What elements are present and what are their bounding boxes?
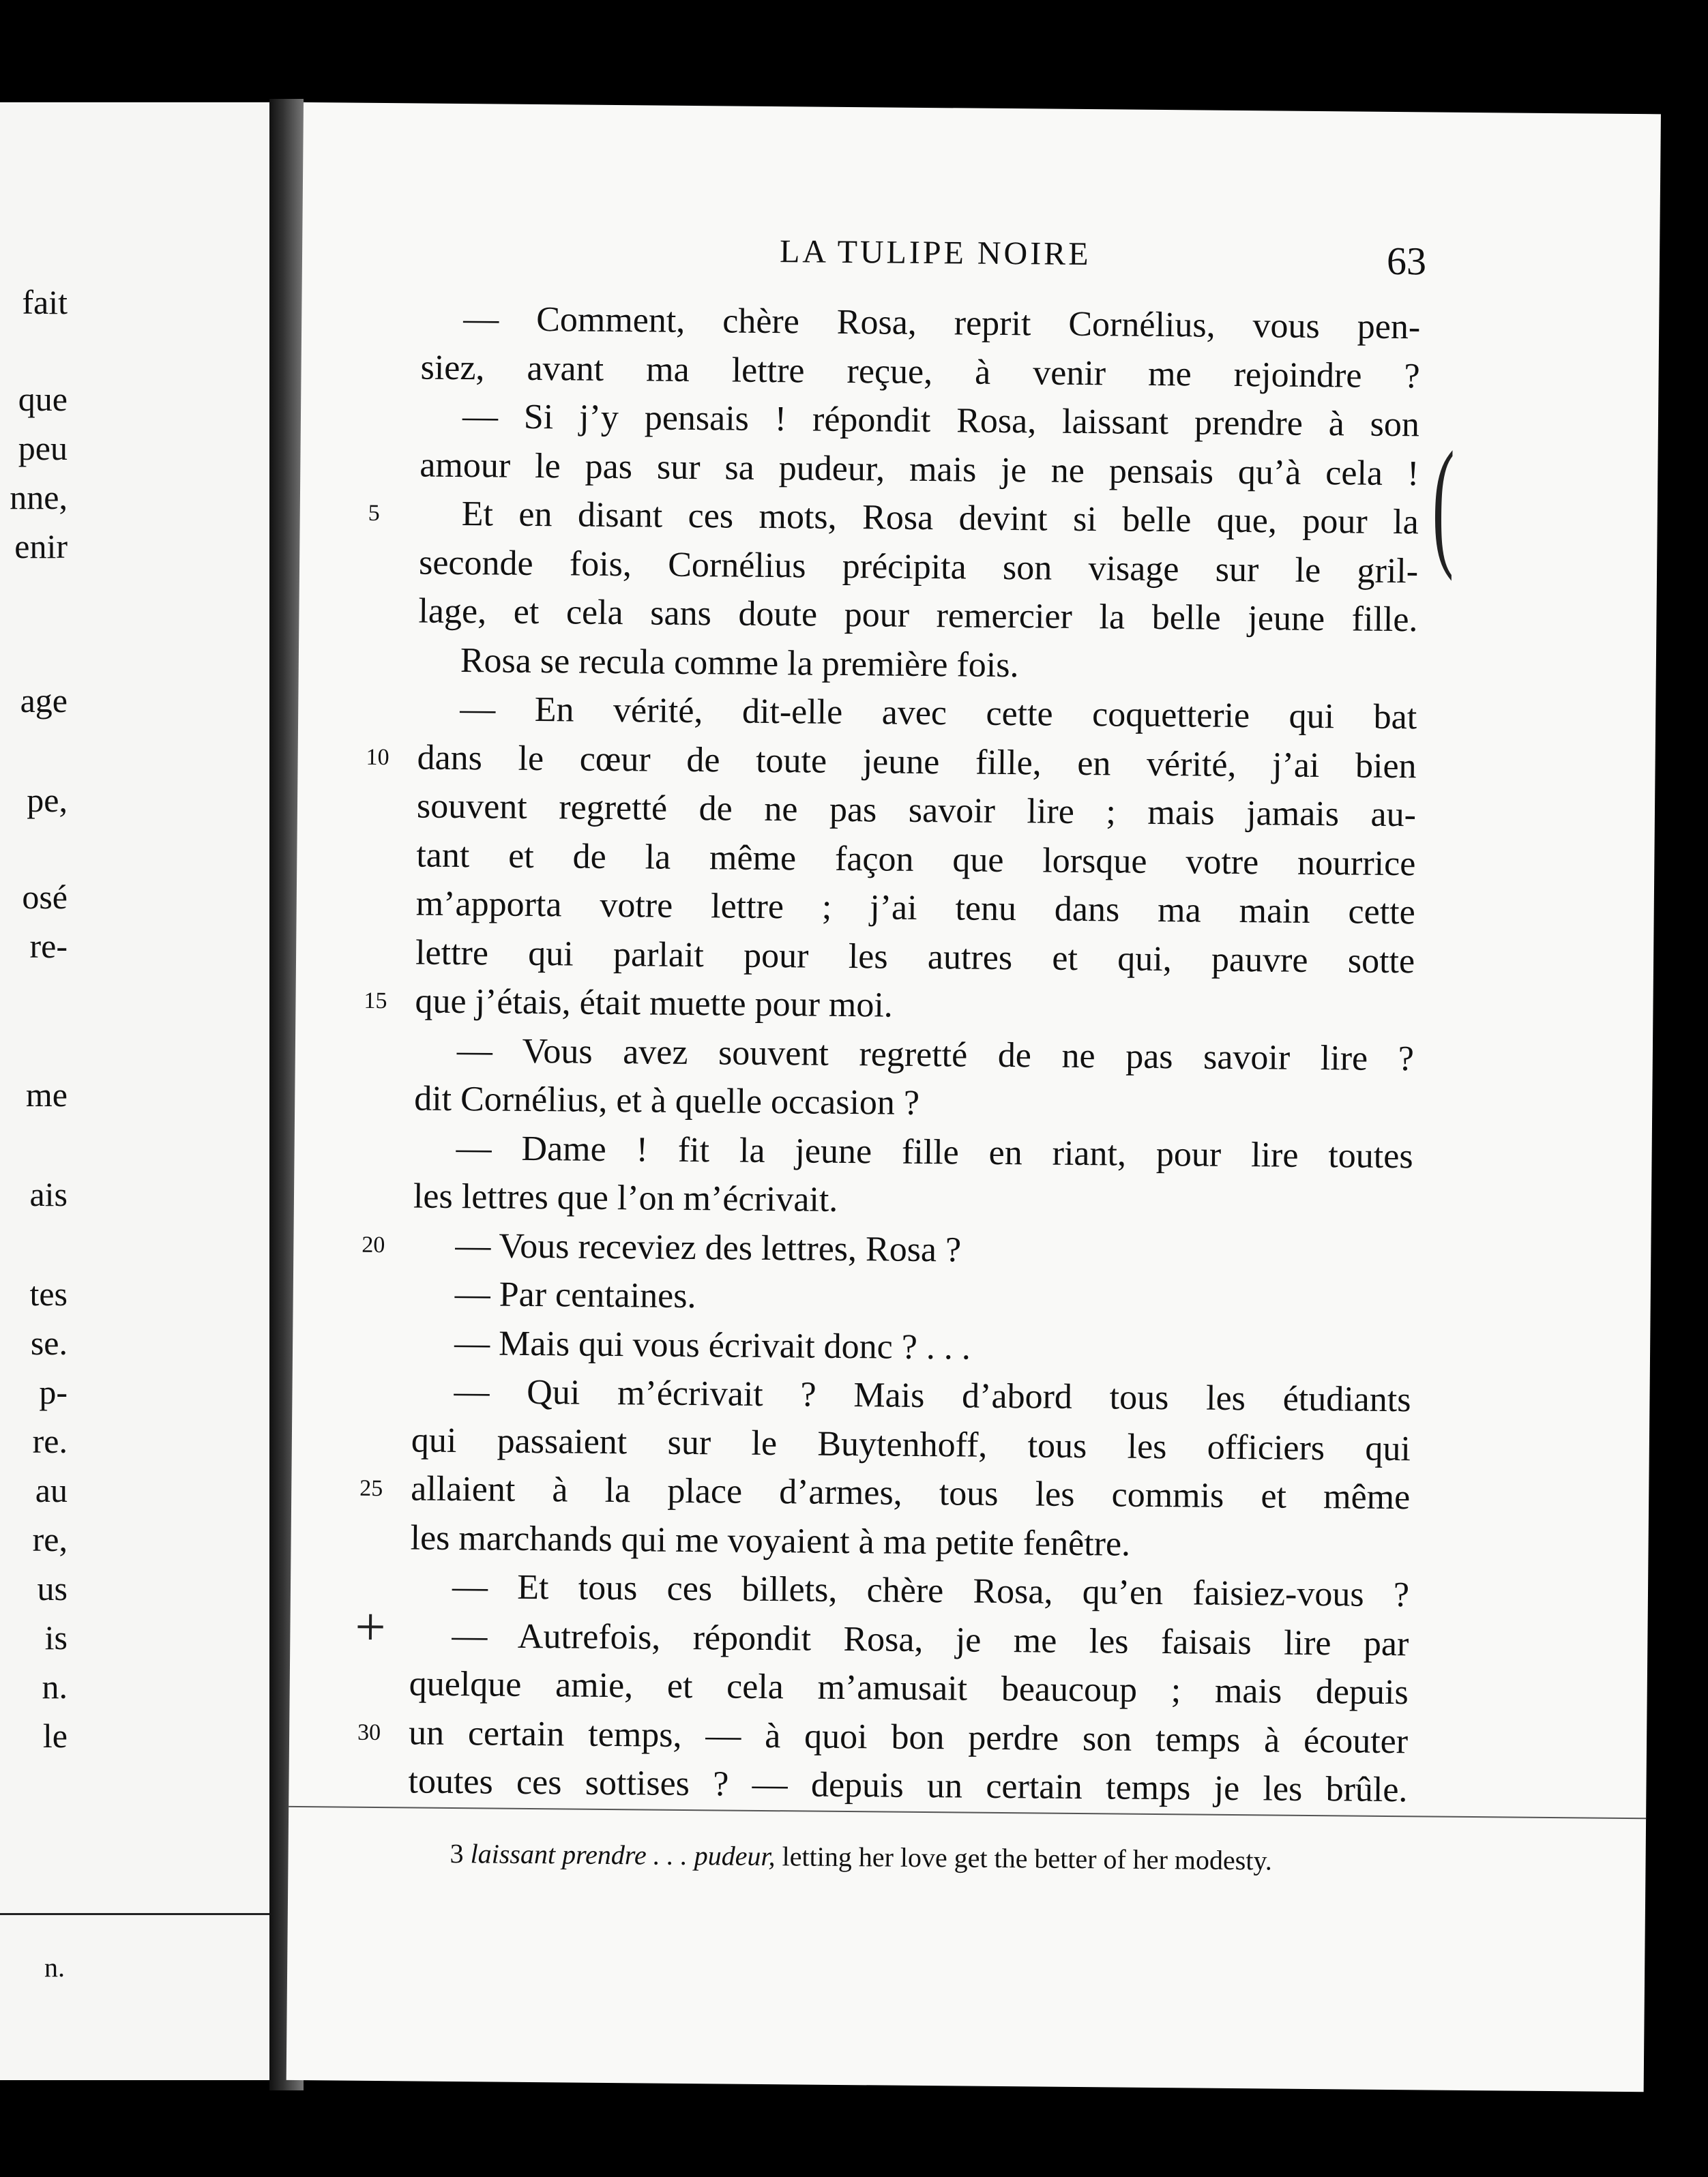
footnote	[407, 1835, 1407, 1880]
text-line: — Mais qui vous écrivait donc ? . . .	[454, 1323, 971, 1367]
text-line: lettre qui parlait pour les autres et qui, pauvre sotte	[415, 932, 1415, 981]
text-line: — Vous receviez des lettres, Rosa ?	[455, 1226, 962, 1269]
left-fragment: pe,	[27, 781, 68, 819]
left-fragment: re,	[32, 1520, 68, 1558]
left-fragment: au	[35, 1471, 68, 1509]
previous-page-fragment	[0, 102, 274, 2080]
left-fragment: osé	[22, 878, 68, 916]
line-30	[357, 1708, 1409, 1766]
line-15	[364, 977, 1415, 1034]
left-fragment: re.	[32, 1422, 68, 1460]
text-line: lage, et cela sans doute pour remercier la belle jeune fille.	[418, 591, 1418, 640]
left-fragment: me	[25, 1076, 68, 1114]
margin-bracket-mark: (	[1431, 421, 1455, 582]
book-page	[286, 102, 1661, 2092]
left-fragment: re-	[29, 927, 68, 965]
line-number: 25	[359, 1475, 383, 1502]
text-line: — Autrefois, répondit Rosa, je me les faisais lire par	[452, 1616, 1409, 1663]
left-fragment: n.	[42, 1668, 68, 1706]
line-number: 10	[366, 744, 389, 770]
text-line: amour le pas sur sa pudeur, mais je ne pensais qu’à cela !	[419, 445, 1419, 493]
left-fragment: tes	[29, 1275, 68, 1313]
text-line: — Vous avez souvent regretté de ne pas savoir lire ?	[456, 1031, 1415, 1078]
text-line: qui passaient sur le Buytenhoff, tous les officiers qui	[411, 1420, 1411, 1468]
line-20	[362, 1221, 1413, 1278]
text-line: les lettres que l’on m’écrivait.	[413, 1176, 838, 1219]
line-number: 5	[368, 500, 380, 526]
line-number: 15	[364, 988, 387, 1014]
footnote-number: 3	[450, 1837, 464, 1869]
left-fragment: se.	[30, 1324, 68, 1362]
left-fragment: n.	[44, 1952, 65, 1983]
running-head: LA TULIPE NOIRE	[779, 233, 1091, 273]
left-fragment: fait	[22, 283, 68, 321]
text-line: quelque amie, et cela m’amusait beaucoup ; mais depuis	[409, 1664, 1409, 1713]
left-fragment: enir	[14, 527, 68, 565]
line-25	[359, 1464, 1411, 1522]
text-line: allaient à la place d’armes, tous les commis et même	[411, 1469, 1411, 1517]
text-line: — Par centaines.	[454, 1275, 696, 1316]
line-number: 20	[362, 1232, 385, 1258]
text-line: — Qui m’écrivait ? Mais d’abord tous les étudiants	[454, 1372, 1411, 1420]
text-line: tant et de la même façon que lorsque votre nourrice	[416, 835, 1416, 883]
text-line: dans le cœur de toute jeune fille, en vérité, j’ai bien	[417, 737, 1417, 786]
left-footnote-rule	[0, 1913, 269, 1915]
left-fragment: que	[18, 380, 68, 418]
text-line: dit Cornélius, et à quelle occasion ?	[414, 1079, 920, 1123]
left-fragment: peu	[18, 429, 68, 467]
text-line: siez, avant ma lettre reçue, à venir me rejoindre ?	[420, 348, 1420, 396]
left-fragment: us	[37, 1569, 68, 1608]
left-fragment: age	[20, 681, 68, 720]
line-10	[366, 733, 1417, 790]
line-number: 30	[357, 1719, 381, 1745]
text-line: — Et tous ces billets, chère Rosa, qu’en faisiez-vous ?	[452, 1567, 1410, 1615]
text-line: Et en disant ces mots, Rosa devint si belle que, pour la	[461, 494, 1419, 542]
left-fragment: ais	[29, 1175, 68, 1213]
text-line: que j’étais, était muette pour moi.	[415, 981, 894, 1025]
text-line: les marchands qui me voyaient à ma petite fenêtre.	[410, 1517, 1131, 1564]
text-line: — Comment, chère Rosa, reprit Cornélius, vous pen-	[462, 299, 1421, 347]
left-fragment: is	[44, 1618, 68, 1657]
left-fragment: p-	[39, 1373, 68, 1411]
footnote-term: laissant prendre . . . pudeur,	[470, 1838, 776, 1872]
left-fragment: le	[42, 1717, 68, 1755]
text-line: un certain temps, — à quoi bon perdre son temps à écouter	[408, 1713, 1409, 1761]
page-number: 63	[1386, 238, 1427, 284]
text-line: — En vérité, dit-elle avec cette coquetterie qui bat	[459, 690, 1417, 737]
footnote-gloss: letting her love get the better of her modesty.	[782, 1841, 1273, 1876]
margin-cross-mark: +	[355, 1597, 386, 1658]
text-line: toutes ces sottises ? — depuis un certain temps je les brûle.	[408, 1762, 1408, 1810]
text-line: m’apporta votre lettre ; j’ai tenu dans ma main cette	[415, 884, 1415, 932]
text-line: souvent regretté de ne pas savoir lire ; mais jamais au-	[416, 786, 1417, 835]
text-line: — Dame ! fit la jeune fille en riant, pour lire toutes	[456, 1128, 1413, 1176]
text-line: seconde fois, Cornélius précipita son visage sur le gril-	[418, 543, 1419, 591]
line-5	[368, 490, 1419, 547]
text-line: Rosa se recula comme la première fois.	[460, 640, 1019, 685]
left-fragment: nne,	[10, 478, 68, 516]
text-line: — Si j’y pensais ! répondit Rosa, laissant prendre à son	[462, 397, 1420, 445]
body-text	[357, 295, 1421, 1815]
